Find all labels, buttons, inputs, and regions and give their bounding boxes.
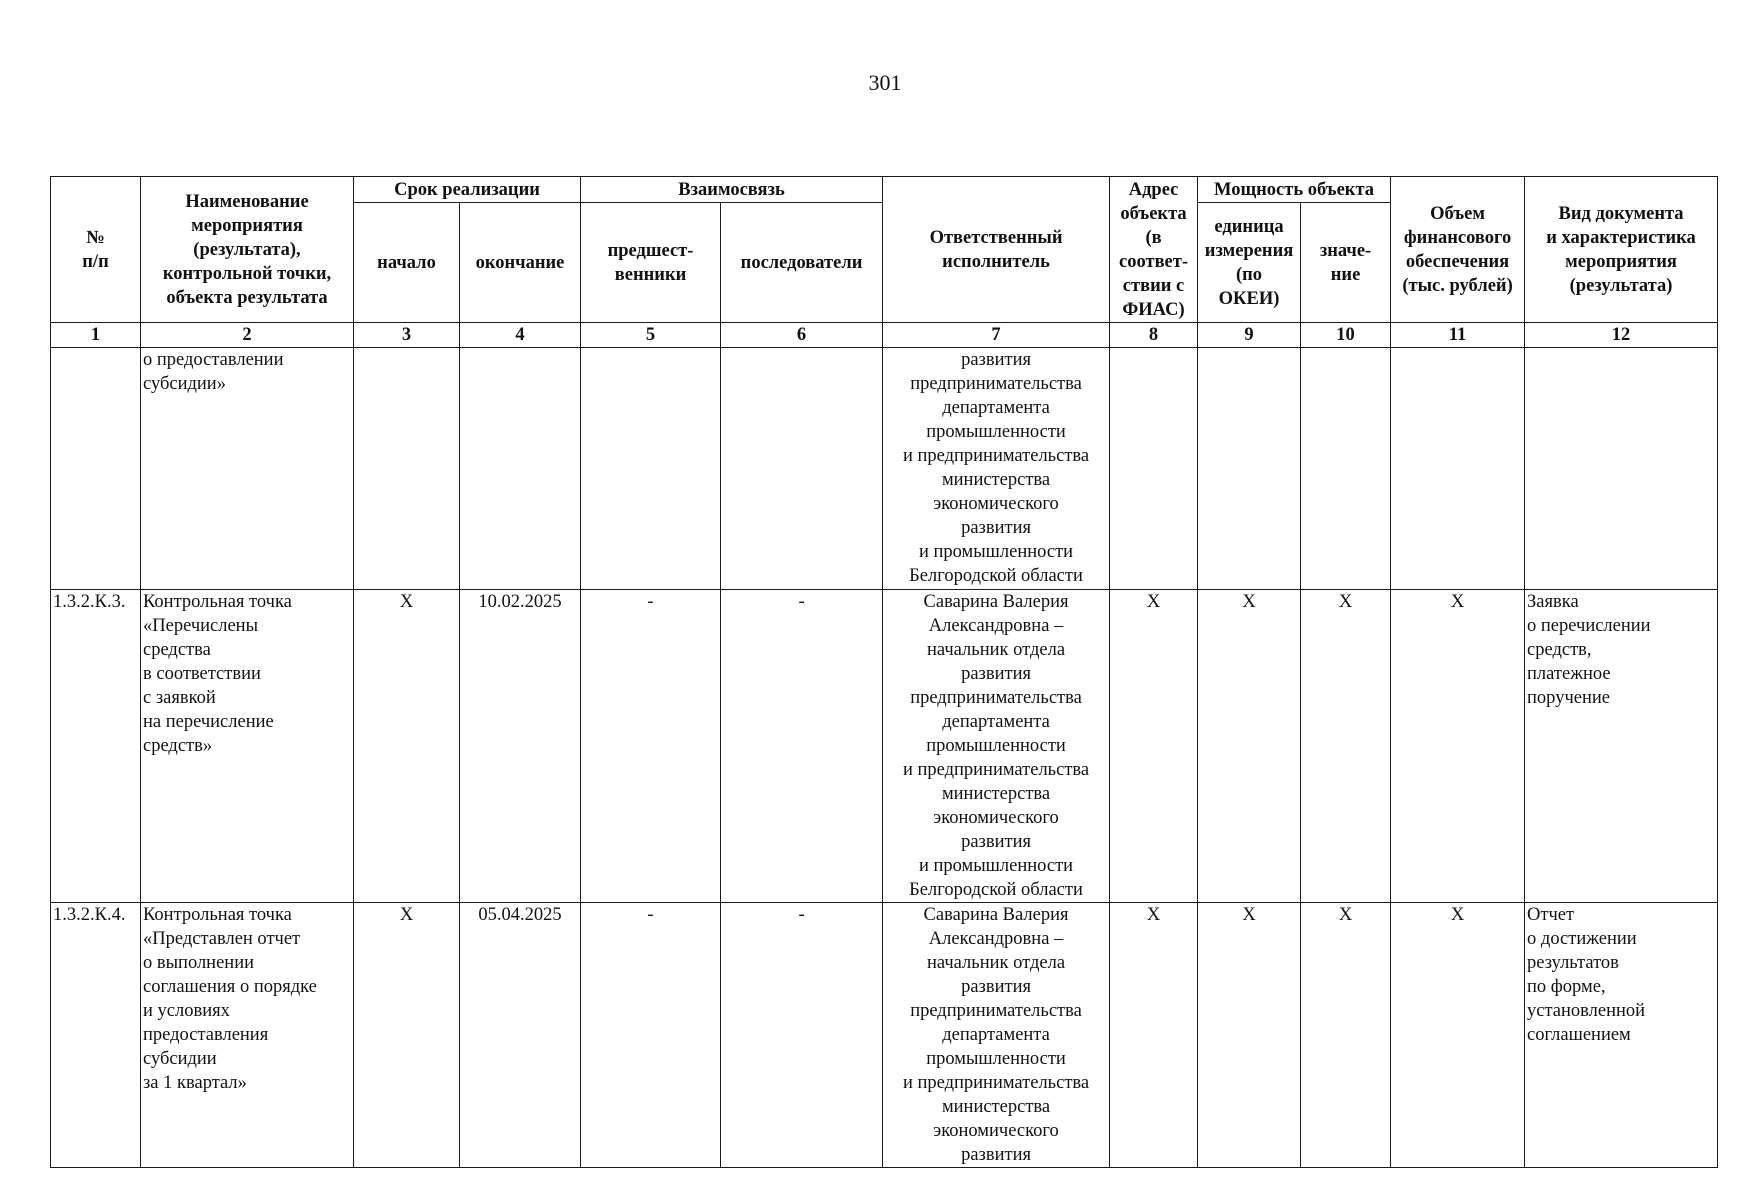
table-row bbox=[51, 903, 1718, 1168]
cell-finance: X bbox=[1391, 590, 1525, 903]
cell-unit: X bbox=[1198, 590, 1301, 903]
cell-predecessors bbox=[581, 348, 721, 590]
cell-executor: развития предпринимательства департамента промышленности и предпринимательства министерства экономического развития и промышленности Белгородской области bbox=[883, 348, 1110, 590]
column-number: 7 bbox=[883, 323, 1110, 348]
header-group-capacity: Мощность объекта bbox=[1198, 177, 1391, 203]
header-doc: Вид документа и характеристика мероприятия (результата) bbox=[1525, 177, 1718, 323]
table-row bbox=[51, 348, 1718, 590]
table-body bbox=[51, 348, 1718, 1168]
header-start: начало bbox=[354, 203, 460, 323]
header-value: значе- ние bbox=[1301, 203, 1391, 323]
cell-executor: Саварина Валерия Александровна – начальник отдела развития предпринимательства департамента промышленности и предпринимательства министерства экономического развития bbox=[883, 903, 1110, 1168]
cell-name: Контрольная точка «Перечислены средства в соответствии с заявкой на перечисление средств» bbox=[141, 590, 354, 903]
cell-no: 1.3.2.К.3. bbox=[51, 590, 141, 903]
cell-executor: Саварина Валерия Александровна – начальник отдела развития предпринимательства департамента промышленности и предпринимательства министерства экономического развития и промышленности Белгородской области bbox=[883, 590, 1110, 903]
column-number: 9 bbox=[1198, 323, 1301, 348]
column-number: 4 bbox=[460, 323, 581, 348]
header-unit: единица измерения (по ОКЕИ) bbox=[1198, 203, 1301, 323]
cell-unit: X bbox=[1198, 903, 1301, 1168]
cell-name: Контрольная точка «Представлен отчет о выполнении соглашения о порядке и условиях предоставления субсидии за 1 квартал» bbox=[141, 903, 354, 1168]
cell-start: X bbox=[354, 590, 460, 903]
cell-no: 1.3.2.К.4. bbox=[51, 903, 141, 1168]
column-number: 3 bbox=[354, 323, 460, 348]
cell-start bbox=[354, 348, 460, 590]
cell-address: X bbox=[1110, 590, 1198, 903]
cell-doc bbox=[1525, 348, 1718, 590]
header-executor: Ответственный исполнитель bbox=[883, 177, 1110, 323]
cell-successors: - bbox=[721, 903, 883, 1168]
column-number: 12 bbox=[1525, 323, 1718, 348]
cell-doc: Заявка о перечислении средств, платежное поручение bbox=[1525, 590, 1718, 903]
header-successors: последователи bbox=[721, 203, 883, 323]
cell-unit bbox=[1198, 348, 1301, 590]
cell-successors bbox=[721, 348, 883, 590]
header-finance: Объем финансового обеспечения (тыс. рублей) bbox=[1391, 177, 1525, 323]
page-number: 301 bbox=[868, 70, 902, 95]
column-number: 1 bbox=[51, 323, 141, 348]
column-number: 10 bbox=[1301, 323, 1391, 348]
cell-address bbox=[1110, 348, 1198, 590]
header-address: Адрес объекта (в соответ- ствии с ФИАС) bbox=[1110, 177, 1198, 323]
header-end: окончание bbox=[460, 203, 581, 323]
cell-value bbox=[1301, 348, 1391, 590]
header-no: № п/п bbox=[51, 177, 141, 323]
cell-predecessors: - bbox=[581, 590, 721, 903]
cell-value: X bbox=[1301, 903, 1391, 1168]
column-number-row bbox=[51, 323, 1718, 348]
cell-finance bbox=[1391, 348, 1525, 590]
table-row bbox=[51, 590, 1718, 903]
column-number: 11 bbox=[1391, 323, 1525, 348]
column-number: 8 bbox=[1110, 323, 1198, 348]
cell-end bbox=[460, 348, 581, 590]
cell-finance: X bbox=[1391, 903, 1525, 1168]
header-predecessors: предшест- венники bbox=[581, 203, 721, 323]
table-header bbox=[51, 177, 1718, 348]
cell-predecessors: - bbox=[581, 903, 721, 1168]
plan-table bbox=[50, 176, 1718, 1168]
cell-end: 10.02.2025 bbox=[460, 590, 581, 903]
cell-name: о предоставлении субсидии» bbox=[141, 348, 354, 590]
header-name: Наименование мероприятия (результата), контрольной точки, объекта результата bbox=[141, 177, 354, 323]
cell-no bbox=[51, 348, 141, 590]
cell-doc: Отчет о достижении результатов по форме, установленной соглашением bbox=[1525, 903, 1718, 1168]
cell-value: X bbox=[1301, 590, 1391, 903]
column-number: 6 bbox=[721, 323, 883, 348]
header-group-link: Взаимосвязь bbox=[581, 177, 883, 203]
column-number: 2 bbox=[141, 323, 354, 348]
header-group-term: Срок реализации bbox=[354, 177, 581, 203]
cell-start: X bbox=[354, 903, 460, 1168]
cell-end: 05.04.2025 bbox=[460, 903, 581, 1168]
cell-successors: - bbox=[721, 590, 883, 903]
column-number: 5 bbox=[581, 323, 721, 348]
cell-address: X bbox=[1110, 903, 1198, 1168]
